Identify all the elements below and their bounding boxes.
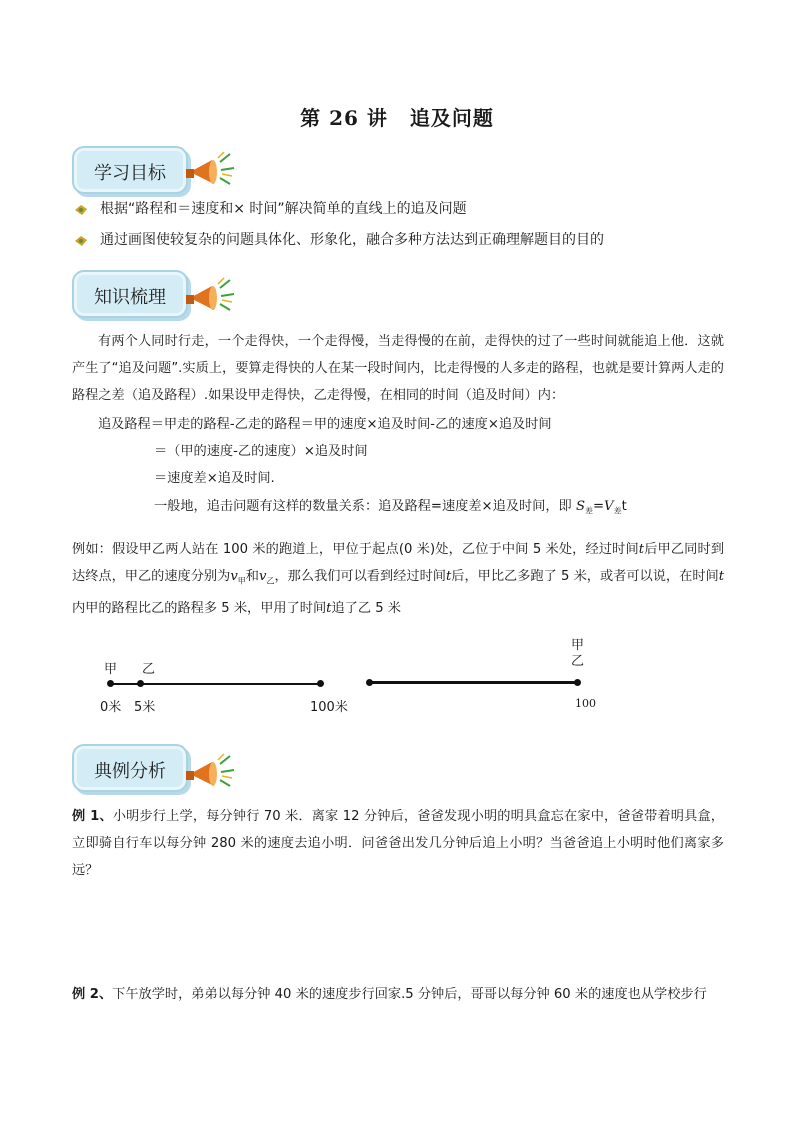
point-start-right xyxy=(366,679,373,686)
tick-100-right: 100 xyxy=(575,697,596,710)
label-jia-right: 甲 xyxy=(571,638,585,653)
label-yi-left: 乙 xyxy=(142,662,156,677)
goal-item-1: 根据“路程和＝速度和× 时间”解决简单的直线上的追及问题 xyxy=(100,201,467,217)
example-2-label: 例 2、 xyxy=(72,987,113,1002)
section-title-examples: 典例分析 xyxy=(94,761,166,782)
section-badge-goals xyxy=(72,146,188,194)
tick-100: 100米 xyxy=(310,700,348,715)
goal-item-2: 通过画图使较复杂的问题具体化、形象化，融合多种方法达到正确理解题目的目的 xyxy=(100,232,604,248)
example-1-label: 例 1、 xyxy=(72,809,113,824)
label-jia-left: 甲 xyxy=(104,662,118,677)
label-yi-right: 乙 xyxy=(571,654,585,669)
example-2 xyxy=(72,981,724,1008)
formula-line-1: 追及路程＝甲走的路程-乙走的路程＝甲的速度×追及时间-乙的速度×追及时间 xyxy=(98,417,552,432)
section-badge-examples xyxy=(72,744,188,792)
point-0 xyxy=(107,680,114,687)
formula-line-3: ＝速度差×追及时间. xyxy=(154,471,275,486)
section-badge-knowledge xyxy=(72,270,188,318)
track-line-right xyxy=(370,681,578,684)
section-title-knowledge: 知识梳理 xyxy=(94,287,166,308)
bullet-icon xyxy=(74,203,88,217)
page-title xyxy=(0,102,794,131)
formula-line-2: ＝（甲的速度-乙的速度）×追及时间 xyxy=(154,444,368,459)
lesson-number: 第 26 讲 xyxy=(300,106,388,130)
point-end-right xyxy=(574,679,581,686)
example-2-text: 下午放学时，弟弟以每分钟 40 米的速度步行回家.5 分钟后，哥哥以每分钟 60 米的速度也从学校步行 xyxy=(112,987,707,1002)
lesson-topic: 追及问题 xyxy=(409,106,494,130)
example-1-text: 小明步行上学，每分钟行 70 米．离家 12 分钟后，爸爸发现小明的明具盒忘在家中，爸爸带着明具盒，立即骑自行车以每分钟 280 米的速度去追小明．问爸爸出发几分钟后追上小明？当爸爸追上小明时他们离家多远？ xyxy=(72,809,724,878)
point-5 xyxy=(137,680,144,687)
general-relation-text: 一般地，追击问题有这样的数量关系：追及路程=速度差×追及时间，即 xyxy=(154,499,572,514)
section-title-goals: 学习目标 xyxy=(94,163,166,184)
chase-diagram xyxy=(90,630,610,720)
megaphone-icon xyxy=(184,752,236,792)
example-intro: 例如：假设甲乙两人站在 100 米的跑道上，甲位于起点(0 米)处，乙位于中间 5 米处，经过时间t后甲乙同时到达终点，甲乙的速度分别为$v_甲$和$v_乙$，那么我们可以看到经过时间t后，甲比乙多跑了 5 米，或者可以说，在时间t内甲的路程比乙的路程多 5 米，甲用了时间t追了乙 5 米 xyxy=(72,542,725,616)
bullet-icon xyxy=(74,234,88,248)
general-relation: 一般地，追击问题有这样的数量关系：追及路程=速度差×追及时间，即 $S_差=V_差t$ xyxy=(154,499,627,516)
tick-0: 0米 xyxy=(100,700,122,715)
example-1 xyxy=(72,803,724,884)
megaphone-icon xyxy=(184,150,236,190)
point-100 xyxy=(317,680,324,687)
megaphone-icon xyxy=(184,276,236,316)
tick-5: 5米 xyxy=(134,700,156,715)
knowledge-intro: 有两个人同时行走，一个走得快，一个走得慢，当走得慢的在前，走得快的过了一些时间就能追上他．这就产生了“追及问题”.实质上，要算走得快的人在某一段时间内，比走得慢的人多走的路程，也就是要计算两人走的路程之差（追及路程）.如果设甲走得快，乙走得慢，在相同的时间（追及时间）内： xyxy=(72,334,724,403)
